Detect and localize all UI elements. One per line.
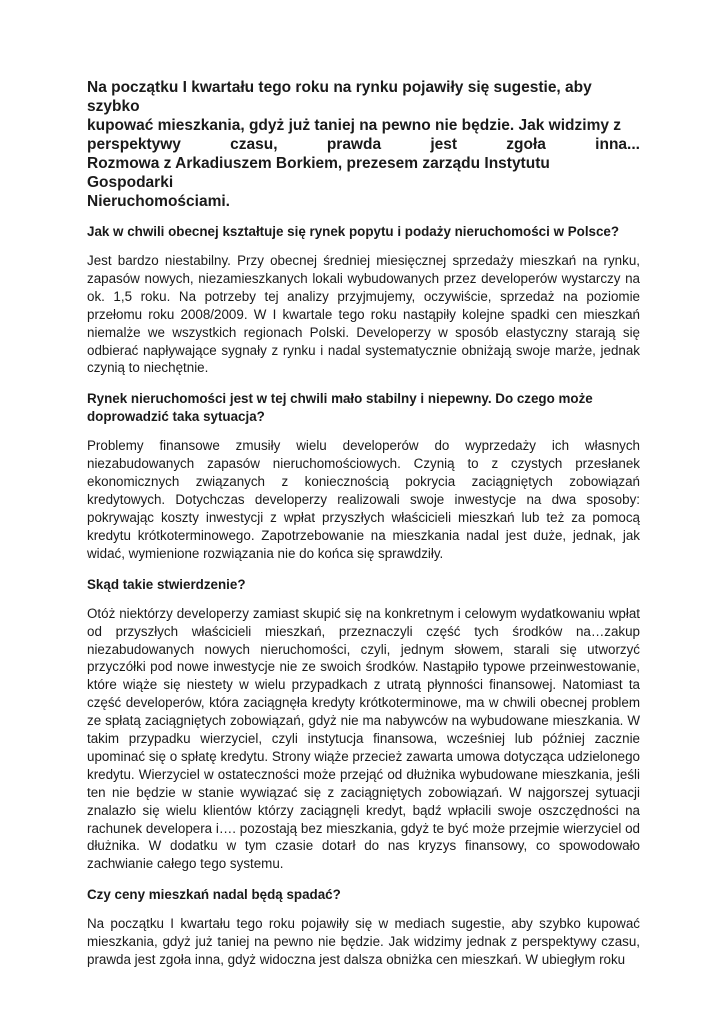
interview-answer: Problemy finansowe zmusiły wielu developerów do wyprzedaży ich własnych niezabudowanych zapasów nieruchomościowych. Czynią to z czystych przesłanek ekonomicznych związanych z koniecznością pokrycia zaciągniętych zobowiązań kredytowych. Dotychczas developerzy realizowali swoje inwestycje na dwa sposoby: pokrywając koszty inwestycji z wpłat przyszłych właścicieli mieszkań lub też za pomocą kredytu krótkoterminowego. Zapotrzebowanie na mieszkania nadal jest duże, jednak, jak widać, wymienione rozwiązania nie do końca się sprawdziły. bbox=[87, 438, 640, 561]
document-page bbox=[87, 78, 640, 982]
title-line: Na początku I kwartału tego roku na rynku pojawiły się sugestie, aby szybko bbox=[87, 79, 592, 115]
interview-answer: Otóż niektórzy developerzy zamiast skupić się na konkretnym i celowym wydatkowaniu wpłat od przyszłych właścicieli mieszkań, przeznaczyli część tych środków na…zakup niezabudowanych nowych nieruchomości, czyli, jednym słowem, starali się utworzyć przyczółki pod nowe inwestycje nie ze swoich środków. Nastąpiło typowe przeinwestowanie, które wiąże się niestety w wielu przypadkach z utratą płynności finansowej. Natomiast ta część developerów, która zaciągnęła kredyty krótkoterminowe, ma w chwili obecnej problem ze spłatą zaciągniętych zobowiązań, gdyż nie ma nabywców na wybudowane mieszkania. W takim przypadku wierzyciel, czyli instytucja finansowa, wcześniej lub później zacznie upominać się o spłatę kredytu. Strony wiąże przecież zawarta umowa dotycząca udzielonego kredytu. Wierzyciel w ostateczności może przejąć od dłużnika wybudowane mieszkania, jeśli ten nie będzie w stanie wywiązać się z zaciągniętych zobowiązań. W najgorszej sytuacji znalazło się wielu klientów którzy zaciągnęli kredyt, bądź wpłacili swoje oszczędności na rachunek developera i…. pozostają bez mieszkania, gdyż te być może przejmie wierzyciel od dłużnika. W dodatku w tym czasie dotarł do nas kryzys finansowy, co spowodowało zachwianie całego tego systemu. bbox=[87, 605, 640, 872]
title-line-justified bbox=[87, 135, 640, 154]
title-word: czasu, bbox=[230, 136, 278, 153]
title-line: Rozmowa z Arkadiuszem Borkiem, prezesem zarządu Instytutu Gospodarki bbox=[87, 155, 550, 191]
interview-answer: Jest bardzo niestabilny. Przy obecnej średniej miesięcznej sprzedaży mieszkań na rynku, zapasów nowych, niezamieszkanych lokali wybudowanych przez developerów wystarczy na ok. 1,5 roku. Na potrzeby tej analizy przyjmujemy, oczywiście, sprzedaż na poziomie przełomu roku 2008/2009. W I kwartale tego roku nastąpiły kolejne spadki cen mieszkań niemalże we wszystkich regionach Polski. Developerzy w sposób elastyczny starają się odbierać napływające sygnały z rynku i nadal systematycznie obniżają swoje marże, jednak czynią to niechętnie. bbox=[87, 253, 640, 376]
title-line: Nieruchomościami. bbox=[87, 193, 230, 210]
title-word: inna... bbox=[595, 136, 640, 153]
article-title bbox=[87, 78, 640, 211]
title-word: zgoła bbox=[506, 136, 546, 153]
interview-question: Czy ceny mieszkań nadal będą spadać? bbox=[87, 887, 341, 903]
title-word: jest bbox=[430, 136, 458, 153]
interview-answer: Na początku I kwartału tego roku pojawiły się w mediach sugestie, aby szybko kupować mieszkania, gdyż już taniej na pewno nie będzie. Jak widzimy jednak z perspektywy czasu, prawda jest zgoła inna, gdyż widoczna jest dalsza obniżka cen mieszkań. W ubiegłym roku bbox=[87, 916, 640, 968]
title-line: kupować mieszkania, gdyż już taniej na pewno nie będzie. Jak widzimy z bbox=[87, 117, 622, 134]
interview-question: Jak w chwili obecnej kształtuje się rynek popytu i podaży nieruchomości w Polsce? bbox=[87, 224, 620, 239]
interview-question: Skąd takie stwierdzenie? bbox=[87, 576, 246, 592]
interview-question: Rynek nieruchomości jest w tej chwili mało stabilny i niepewny. Do czego może doprowadzić taka sytuacja? bbox=[87, 391, 593, 425]
title-word: prawda bbox=[326, 136, 382, 153]
title-word: perspektywy bbox=[87, 136, 181, 153]
